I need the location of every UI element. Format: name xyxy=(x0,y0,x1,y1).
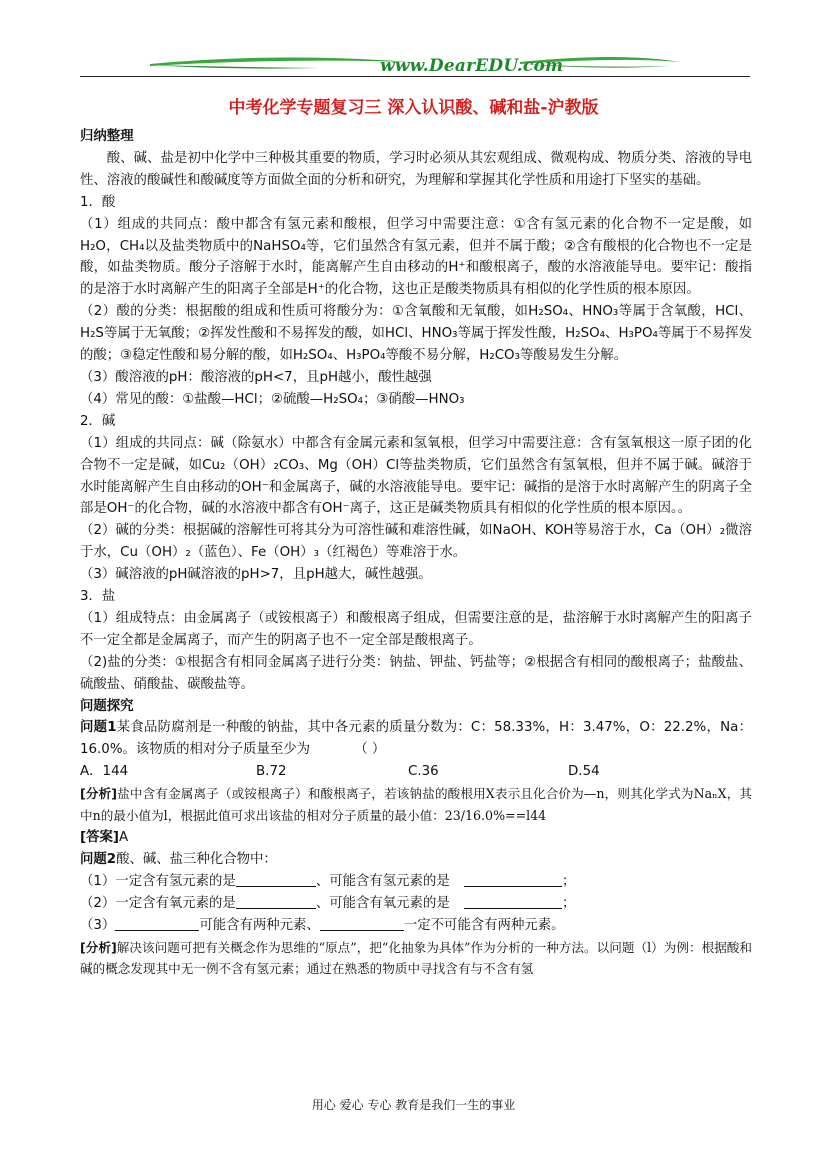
question-2-analysis xyxy=(80,937,752,981)
question-2-line-2 xyxy=(80,893,752,915)
q2-line1-mid: 、可能含有氢元素的是 xyxy=(315,873,450,889)
header-divider xyxy=(80,76,750,77)
page-title: 中考化学专题复习三 深入认识酸、碱和盐-沪教版 xyxy=(228,98,599,118)
salt-point-2: （2)盐的分类：①根据含有相同金属离子进行分类：钠盐、钾盐、钙盐等；②根据含有相同的酸根离子；盐酸盐、硫酸盐、硝酸盐、碳酸盐等。 xyxy=(80,654,752,692)
question-2-line-1 xyxy=(80,871,752,893)
acid-point-2: （2）酸的分类：根据酸的组成和性质可将酸分为：①含氧酸和无氧酸，如H₂SO₄、HNO₃等属于含氧酸，HCl、H₂S等属于无氧酸；②挥发性酸和不易挥发的酸，如HCl、HNO₃等属于挥发性酸，H₂SO₄、H₃PO₄等属于不易挥发的酸；③稳定性酸和易分解的酸，如H₂SO₄、H₃PO₄等酸不易分解，H₂CO₃等酸易发生分解。 xyxy=(80,304,752,364)
blank-input[interactable] xyxy=(320,916,404,931)
question-1 xyxy=(80,717,752,761)
question-1-text: 某食品防腐剂是一种酸的钠盐，其中各元素的质量分数为：C：58.33%，H：3.47%，O：22.2%，Na：16.0%。该物质的相对分子质量至少为 xyxy=(80,720,752,758)
question-2-label: 问题2 xyxy=(80,851,117,867)
q2-line1-end: ； xyxy=(562,873,576,889)
site-url[interactable]: www.DearEDU.com xyxy=(380,56,564,76)
intro-paragraph: 酸、碱、盐是初中化学中三种极其重要的物质，学习时必须从其宏观组成、微观构成、物质分类、溶液的导电性、溶液的酸碱性和酸碱度等方面做全面的分析和研究，为理解和掌握其化学性质和用途打下坚实的基础。 xyxy=(80,150,752,188)
option-d: D.54 xyxy=(568,764,600,780)
blank-input[interactable] xyxy=(464,894,562,909)
question-1-options xyxy=(80,761,752,783)
question-1-analysis-text: 盐中含有金属离子（或铵根离子）和酸根离子，若该钠盐的酸根用X表示且化合价为—n，则其化学式为NaₙX，其中n的最小值为l，根据此值可求出该盐的相对分子质量的最小值：23/16.0%==l44 xyxy=(80,786,752,824)
base-point-3: （3）碱溶液的pH碱溶液的pH>7，且pH越大，碱性越强。 xyxy=(80,567,432,583)
option-a: A．144 xyxy=(80,764,129,780)
acid-point-3: （3）酸溶液的pH：酸溶液的pH<7，且pH越小，酸性越强 xyxy=(80,369,432,385)
q2-line3-mid: 可能含有两种元素、 xyxy=(199,917,320,933)
acid-point-4: （4）常见的酸：①盐酸—HCl；②硫酸—H₂SO₄；③硝酸—HNO₃ xyxy=(80,391,465,407)
q2-line2-end: ； xyxy=(562,895,576,911)
page-footer: 用心 爱心 专心 教育是我们一生的事业 xyxy=(311,1098,516,1112)
question-1-label: 问题1 xyxy=(80,720,117,736)
acid-point-1: （1）组成的共同点：酸中都含有氢元素和酸根，但学习中需要注意：①含有氢元素的化合物不一定是酸，如H₂O，CH₄以及盐类物质中的NaHSO₄等，它们虽然含有氢元素，但并不属于酸；②含有酸根的化合物也不一定是酸，如盐类物质。酸分子溶解于水时，能离解产生自由移动的H⁺和酸根离子，酸的水溶液能导电。要牢记：酸指的是溶于水时离解产生的阳离子全部是H⁺的化合物，这也正是酸类物质具有相似的化学性质的根本原因。 xyxy=(80,216,752,298)
document-body xyxy=(80,126,752,980)
question-2 xyxy=(80,849,752,871)
blank-input[interactable] xyxy=(464,872,562,887)
analysis-label: [分析] xyxy=(80,786,118,802)
base-point-1: （1）组成的共同点：碱（除氨水）中都含有金属元素和氢氧根，但学习中需要注意：含有氢氧根这一原子团的化合物不一定是碱，如Cu₂（OH）₂CO₃、Mg（OH）Cl等盐类物质，它们虽然含有氢氧根，但并不属于碱。碱溶于水时能离解产生自由移动的OH⁻和金属离子，碱的水溶液能导电。要牢记：碱指的是溶于水时离解产生的阴离子全部是OH⁻的化合物，碱的水溶液中都含有OH⁻离子，这正是碱类物质具有相似的化学性质的根本原因。。 xyxy=(80,435,752,517)
question-1-analysis xyxy=(80,783,752,827)
answer-label: [答案] xyxy=(80,830,120,845)
q2-line1-prefix: （1）一定含有氢元素的是 xyxy=(80,873,236,889)
explore-heading: 问题探究 xyxy=(80,698,134,714)
option-c: C.36 xyxy=(408,764,439,780)
blank-input[interactable] xyxy=(236,894,316,909)
summary-heading: 归纳整理 xyxy=(80,129,134,144)
question-2-line-3 xyxy=(80,915,752,937)
blank-input[interactable] xyxy=(236,872,316,887)
option-b: B.72 xyxy=(256,764,287,780)
question-1-answer-paren: （ ） xyxy=(354,742,386,758)
q2-line2-mid: 、可能含有氧元素的是 xyxy=(315,895,450,911)
q2-line3-end: 一定不可能含有两种元素。 xyxy=(403,917,565,933)
base-heading: 2．碱 xyxy=(80,413,116,429)
question-1-answer xyxy=(80,827,752,849)
question-2-analysis-text: 解决该问题可把有关概念作为思维的“原点”，把“化抽象为具体”作为分析的一种方法。以问题（l）为例：根据酸和碱的概念发现其中无一例不含有氢元素；通过在熟悉的物质中寻找含有与不含有氢 xyxy=(80,939,753,977)
question-1-answer-value: A xyxy=(119,830,129,845)
q2-line3-prefix: （3） xyxy=(80,917,116,933)
question-2-text: 酸、碱、盐三种化合物中： xyxy=(116,851,277,867)
salt-point-1: （1）组成特点：由金属离子（或铵根离子）和酸根离子组成，但需要注意的是，盐溶解于水时离解产生的阳离子不一定全都是金属离子，而产生的阴离子也不一定全部是酸根离子。 xyxy=(80,610,752,648)
base-point-2: （2）碱的分类：根据碱的溶解性可将其分为可溶性碱和难溶性碱，如NaOH、KOH等易溶于水，Ca（OH）₂微溶于水，Cu（OH）₂（蓝色）、Fe（OH）₃（红褐色）等难溶于水。 xyxy=(80,523,752,561)
analysis-label: [分析] xyxy=(80,939,117,955)
salt-heading: 3．盐 xyxy=(80,589,116,605)
acid-heading: 1．酸 xyxy=(80,194,116,210)
blank-input[interactable] xyxy=(115,916,199,931)
q2-line2-prefix: （2）一定含有氧元素的是 xyxy=(80,895,236,911)
